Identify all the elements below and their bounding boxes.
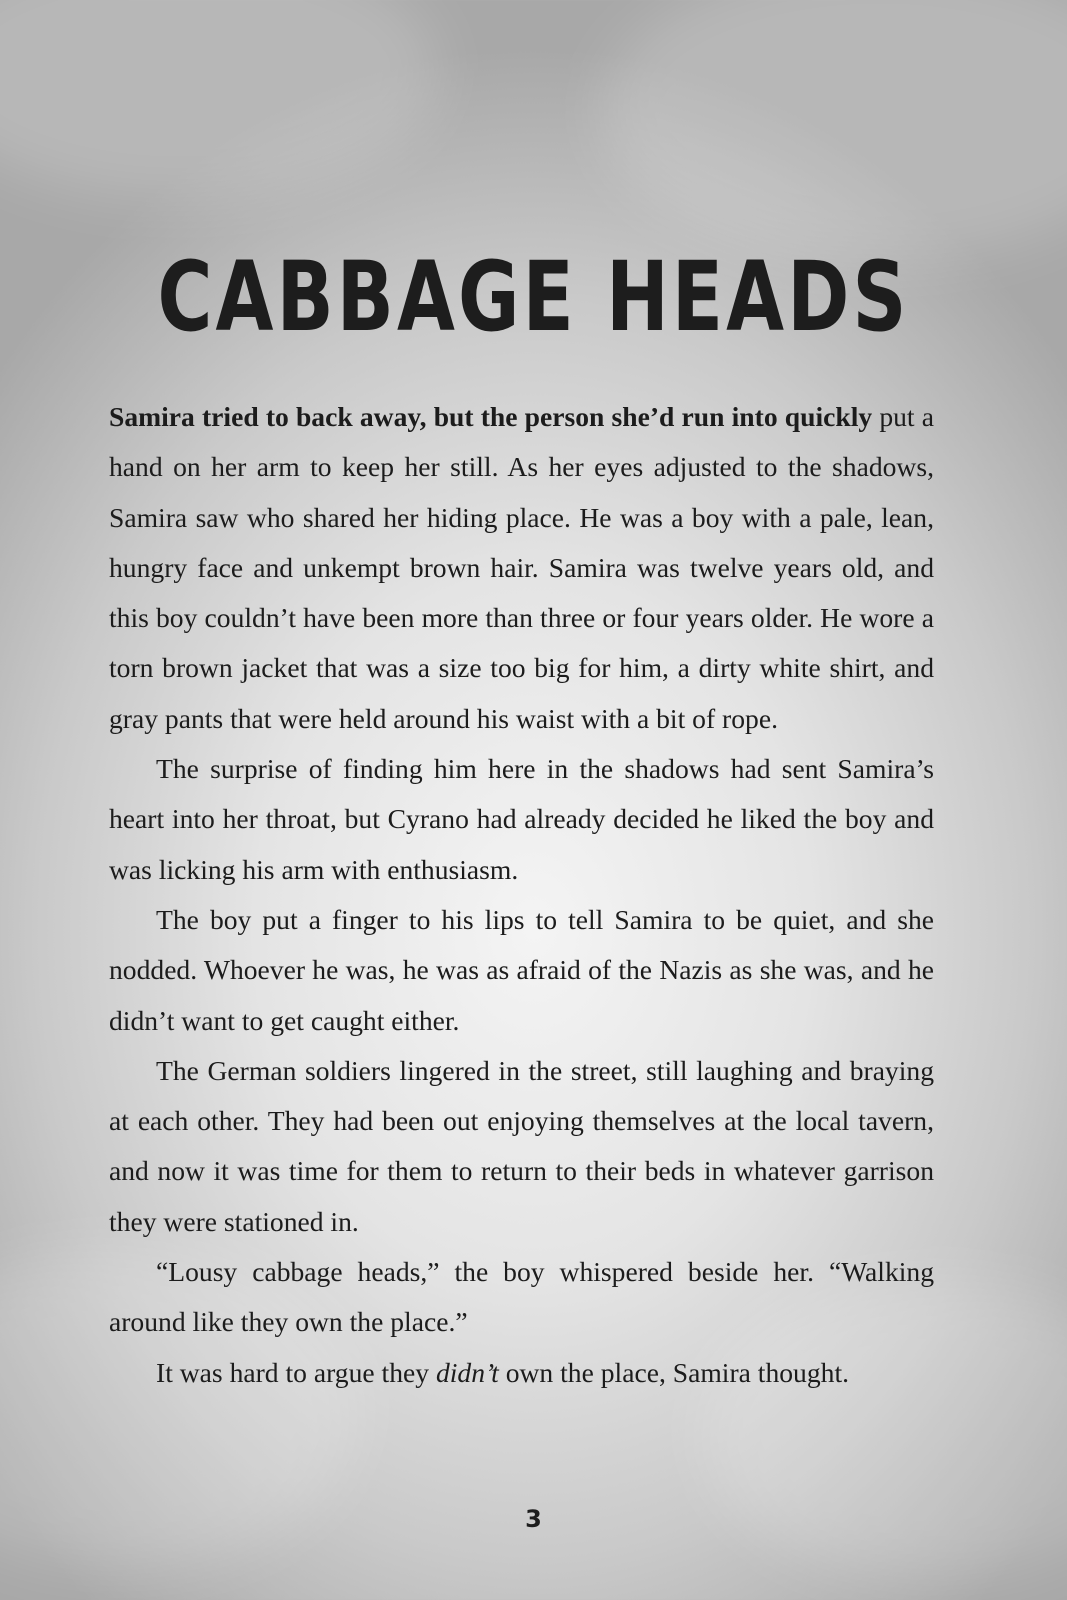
chapter-title: CABBAGE HEADS [157, 241, 910, 354]
paragraph-text: put a hand on her arm to keep her still. As her eyes adjusted to the shadows, Samira saw who shared her hiding place. He was a boy with a pale, lean, hungry face and unkempt brown hair. Samira was twelve years old, and this boy couldn’t have been more than three or four years older. He wore a torn brown jacket that was a size too big for him, a dirty white shirt, and gray pants that were held around his waist with a bit of rope. [109, 401, 934, 734]
paragraph: The boy put a finger to his lips to tell Samira to be quiet, and she nodded. Whoever he was, he was as afraid of the Nazis as she was, and he didn’t want to get caught either. [109, 903, 934, 1036]
paragraph-lead-in: Samira tried to back away, but the person she’d run into quickly [109, 401, 873, 432]
chapter-body [109, 392, 934, 1398]
paragraph: The German soldiers lingered in the street, still laughing and braying at each other. They had been out enjoying themselves at the local tavern, and now it was time for them to return to their beds in whatever garrison they were stationed in. [109, 1054, 934, 1237]
paragraph: The surprise of finding him here in the shadows had sent Samira’s heart into her throat, but Cyrano had already decided he liked the boy and was licking his arm with enthusiasm. [109, 753, 934, 885]
cloud-decoration [600, 0, 1067, 260]
paragraph [109, 1348, 934, 1398]
paragraph-text: It was hard to argue they [156, 1356, 436, 1388]
emphasis-text: didn’t [435, 1356, 499, 1388]
cloud-decoration [0, 0, 440, 200]
paragraph: “Lousy cabbage heads,” the boy whispered beside her. “Walking around like they own the place.” [109, 1256, 934, 1338]
paragraph-text: own the place, Samira thought. [498, 1356, 850, 1388]
paragraph [109, 392, 934, 744]
page-number: 3 [525, 1505, 542, 1533]
